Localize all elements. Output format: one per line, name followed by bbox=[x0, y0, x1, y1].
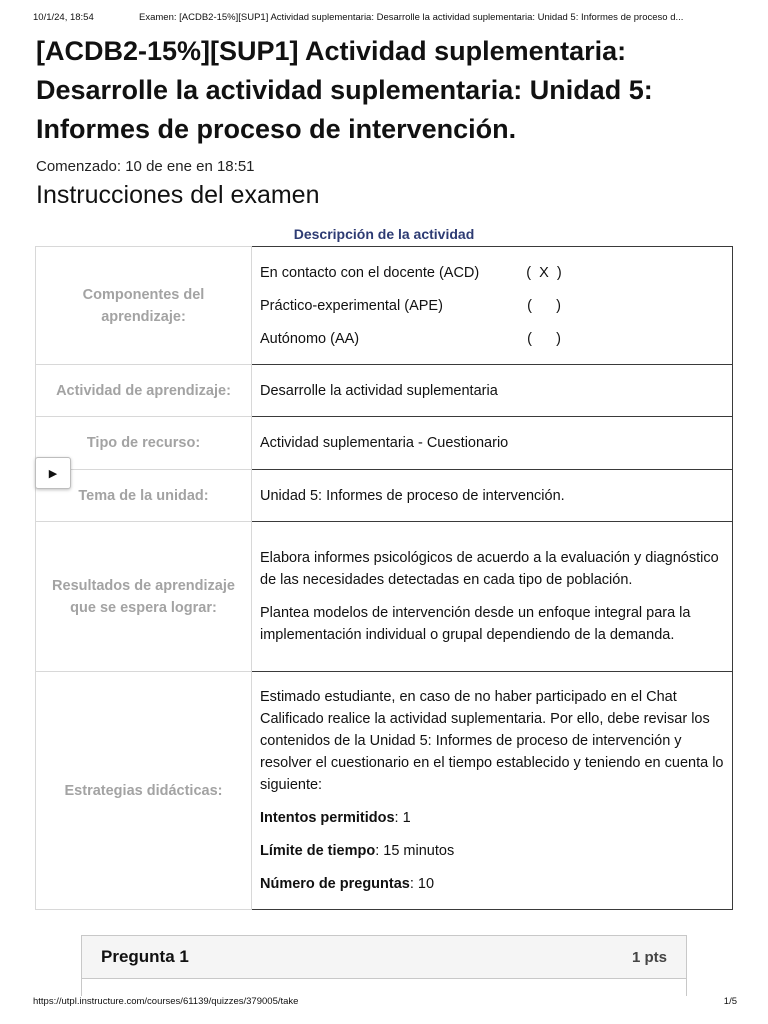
time-limit-label: Límite de tiempo bbox=[260, 843, 376, 859]
question-points: 1 pts bbox=[631, 948, 667, 966]
component-name: Autónomo (AA) bbox=[260, 330, 360, 347]
table-row-activity bbox=[36, 365, 733, 417]
print-title: Examen: [ACDB2-15%][SUP1] Actividad suplementaria: Desarrolle la actividad suplementaria: Unidad 5: Informes de proceso d... bbox=[139, 12, 684, 23]
question-header bbox=[82, 936, 686, 979]
play-icon: ▶ bbox=[48, 467, 58, 480]
table-row-outcomes bbox=[36, 522, 733, 672]
activity-label: Actividad de aprendizaje: bbox=[36, 365, 252, 417]
instructions-title: Instrucciones del examen bbox=[36, 181, 320, 209]
resource-label: Tipo de recurso: bbox=[36, 417, 252, 470]
outcomes-value bbox=[252, 522, 733, 672]
print-date: 10/1/24, 18:54 bbox=[33, 12, 94, 23]
topic-label: Tema de la unidad: bbox=[36, 470, 252, 522]
strategies-label: Estrategias didácticas: bbox=[36, 672, 252, 910]
attempts-item bbox=[260, 807, 724, 829]
component-mark: ( ) bbox=[527, 297, 561, 314]
table-row-strategies bbox=[36, 672, 733, 910]
print-url: https://utpl.instructure.com/courses/61139/quizzes/379005/take bbox=[33, 996, 299, 1007]
print-header bbox=[33, 12, 745, 23]
components-value bbox=[252, 247, 733, 365]
component-name: Práctico-experimental (APE) bbox=[260, 297, 443, 314]
time-limit-item bbox=[260, 840, 724, 862]
resource-value: Actividad suplementaria - Cuestionario bbox=[252, 417, 733, 470]
question-count-value: : 10 bbox=[409, 876, 435, 892]
topic-value: Unidad 5: Informes de proceso de intervención. bbox=[252, 470, 733, 522]
component-row bbox=[260, 322, 724, 355]
component-mark: ( ) bbox=[527, 330, 561, 347]
component-name: En contacto con el docente (ACD) bbox=[260, 264, 480, 281]
attempts-label: Intentos permitidos bbox=[260, 810, 395, 826]
outcomes-label: Resultados de aprendizaje que se espera lograr: bbox=[36, 522, 252, 672]
started-timestamp: Comenzado: 10 de ene en 18:51 bbox=[36, 158, 255, 175]
component-row bbox=[260, 256, 724, 289]
strategies-text: Estimado estudiante, en caso de no haber participado en el Chat Calificado realice la actividad suplementaria. Por ello, debe revisar los contenidos de la Unidad 5: Informes de proceso de intervención y resolver el cuestionario en el tiempo establecido y teniendo en cuenta lo siguiente: bbox=[260, 689, 724, 793]
play-button[interactable] bbox=[35, 457, 71, 489]
time-limit-value: : 15 minutos bbox=[375, 843, 455, 859]
strategies-value bbox=[252, 672, 733, 910]
outcome-paragraph: Plantea modelos de intervención desde un enfoque integral para la implementación individual o grupal dependiendo de la demanda. bbox=[260, 605, 691, 643]
table-row-topic bbox=[36, 470, 733, 522]
attempts-value: : 1 bbox=[394, 810, 411, 826]
print-page-number: 1/5 bbox=[723, 996, 737, 1007]
question-count-label: Número de preguntas bbox=[260, 876, 410, 892]
table-row-components bbox=[36, 247, 733, 365]
component-row bbox=[260, 289, 724, 322]
components-label: Componentes del aprendizaje: bbox=[36, 247, 252, 365]
page-title: [ACDB2-15%][SUP1] Actividad suplementaria: Desarrolle la actividad suplementaria: Unidad 5: Informes de proceso de intervención. bbox=[36, 36, 653, 144]
print-footer bbox=[33, 996, 737, 1007]
activity-description-table bbox=[35, 246, 733, 910]
question-title: Pregunta 1 bbox=[101, 947, 189, 966]
outcome-paragraph: Elabora informes psicológicos de acuerdo a la evaluación y diagnóstico de las necesidades detectadas en cada tipo de población. bbox=[260, 550, 719, 588]
question-card bbox=[81, 935, 687, 996]
component-mark: ( X ) bbox=[526, 264, 562, 281]
table-row-resource bbox=[36, 417, 733, 470]
description-heading: Descripción de la actividad bbox=[293, 226, 475, 242]
question-count-item bbox=[260, 873, 724, 895]
activity-value: Desarrolle la actividad suplementaria bbox=[252, 365, 733, 417]
